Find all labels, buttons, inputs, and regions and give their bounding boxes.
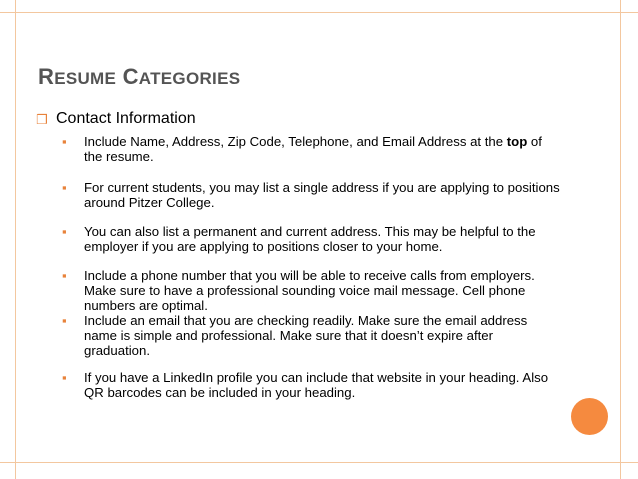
bullet-dot-icon: ▪ [62, 268, 67, 283]
sub-bullet-text: Include a phone number that you will be able to receive calls from employers. Make sure to have a professional sounding voice mail message. Cell phone numbers are optimal. [84, 268, 535, 313]
sub-bullet-text: For current students, you may list a single address if you are applying to positions around Pitzer College. [84, 180, 560, 210]
square-bullet-icon: ❒ [36, 112, 48, 127]
bullet-dot-icon: ▪ [62, 134, 67, 149]
title-cap-2: C [122, 64, 139, 89]
bullet-dot-icon: ▪ [62, 224, 67, 239]
slide-title [38, 64, 240, 90]
title-rest-1: ESUME [54, 69, 117, 88]
sub-bullet-text: You can also list a permanent and current address. This may be helpful to the employer if you are applying to positions closer to your home. [84, 224, 536, 254]
bullet-dot-icon: ▪ [62, 180, 67, 195]
frame-line-right [620, 0, 621, 479]
title-cap-1: R [38, 64, 55, 89]
main-bullet-label: Contact Information [56, 110, 196, 127]
frame-line-bottom [0, 462, 638, 463]
decorative-circle [571, 398, 608, 435]
frame-line-top [0, 12, 638, 13]
sub-bullet-text: Include an email that you are checking readily. Make sure the email address name is simple and professional. Make sure that it doesn’t expire after graduation. [84, 313, 528, 358]
sub-bullet-text: Include Name, Address, Zip Code, Telephone, and Email Address at the top of the resume. [84, 134, 542, 164]
bullet-dot-icon: ▪ [62, 313, 67, 328]
sub-bullet-text: If you have a LinkedIn profile you can include that website in your heading. Also QR barcodes can be included in your heading. [84, 370, 549, 400]
bullet-dot-icon: ▪ [62, 370, 67, 385]
frame-line-left [15, 0, 16, 479]
title-rest-2: ATEGORIES [138, 69, 241, 88]
